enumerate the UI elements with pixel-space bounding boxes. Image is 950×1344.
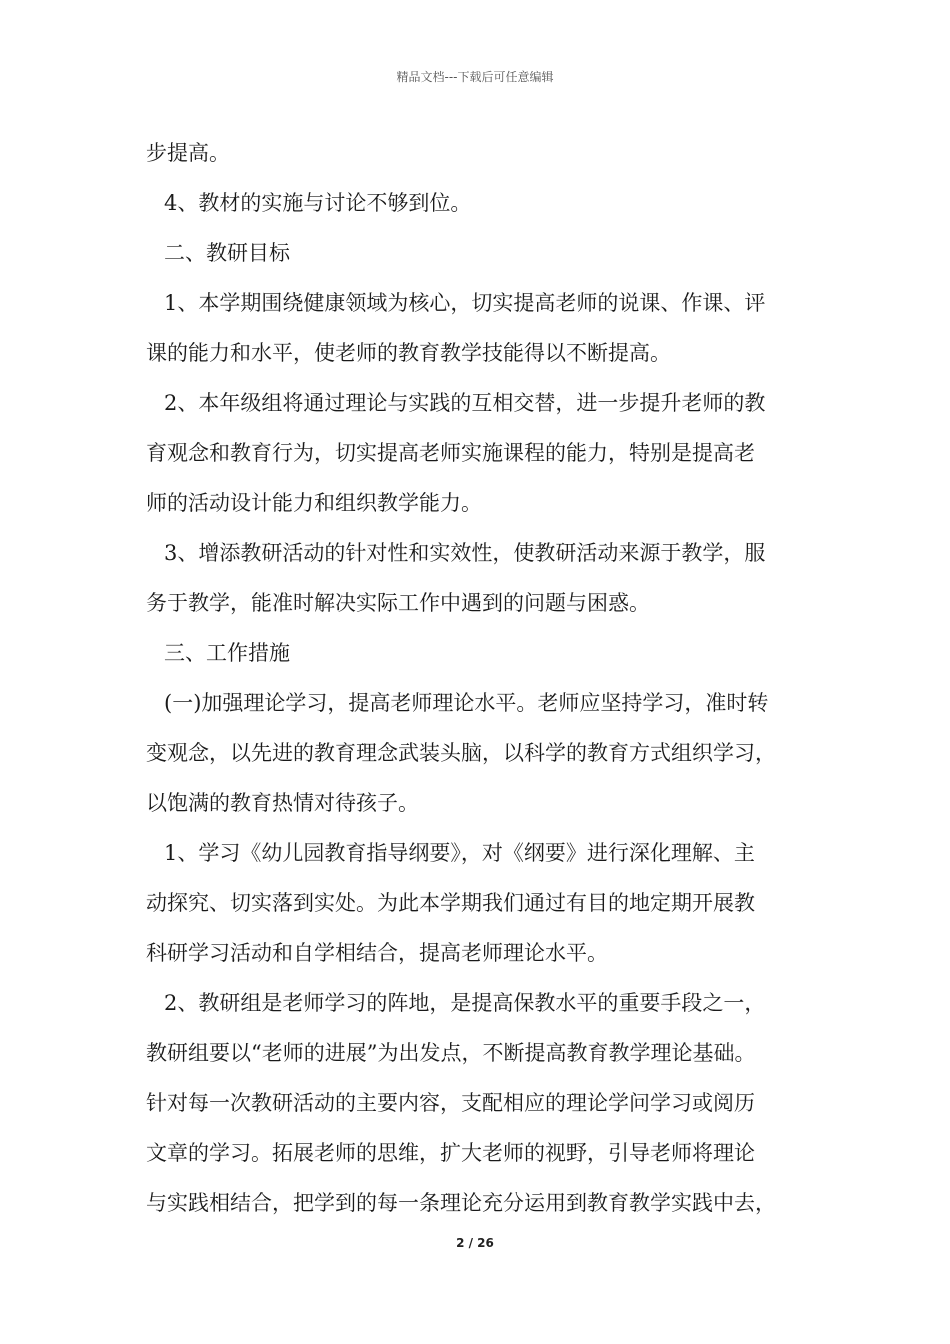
text-line: 教研组要以“老师的进展”为出发点，不断提高教育教学理论基础。 [146, 1041, 756, 1065]
text-line: 2、本年级组将通过理论与实践的互相交替，进一步提升老师的教 [164, 391, 766, 415]
text-line: 1、学习《幼儿园教育指导纲要》，对《纲要》进行深化理解、主 [164, 841, 755, 865]
text-line: 2、教研组是老师学习的阵地，是提高保教水平的重要手段之一， [164, 991, 766, 1015]
text-line: 二、教研目标 [164, 241, 290, 265]
text-line: (一)加强理论学习，提高老师理论水平。老师应坚持学习，准时转 [164, 691, 769, 715]
text-line: 针对每一次教研活动的主要内容，支配相应的理论学问学习或阅历 [146, 1091, 755, 1115]
text-line: 科研学习活动和自学相结合，提高老师理论水平。 [146, 941, 608, 965]
text-line: 3、增添教研活动的针对性和实效性，使教研活动来源于教学，服 [164, 541, 766, 565]
text-line: 4、教材的实施与讨论不够到位。 [164, 191, 472, 215]
text-line: 三、工作措施 [164, 641, 290, 665]
text-line: 师的活动设计能力和组织教学能力。 [146, 491, 482, 515]
text-line: 育观念和教育行为，切实提高老师实施课程的能力，特别是提高老 [146, 441, 755, 465]
text-line: 步提高。 [146, 141, 230, 165]
page-header: 精品文档---下载后可任意编辑 [396, 70, 554, 84]
page-number: 2 / 26 [456, 1236, 494, 1250]
text-line: 以饱满的教育热情对待孩子。 [146, 791, 419, 815]
text-line: 课的能力和水平，使老师的教育教学技能得以不断提高。 [146, 341, 671, 365]
text-line: 与实践相结合，把学到的每一条理论充分运用到教育教学实践中去， [146, 1191, 776, 1215]
text-line: 变观念，以先进的教育理念武装头脑，以科学的教育方式组织学习， [146, 741, 776, 765]
text-line: 务于教学，能准时解决实际工作中遇到的问题与困惑。 [146, 591, 650, 615]
text-line: 动探究、切实落到实处。为此本学期我们通过有目的地定期开展教 [146, 891, 755, 915]
text-line: 1、本学期围绕健康领域为核心，切实提高老师的说课、作课、评 [164, 291, 766, 315]
document-body [146, 128, 810, 1228]
text-line: 文章的学习。拓展老师的思维，扩大老师的视野，引导老师将理论 [146, 1141, 755, 1165]
